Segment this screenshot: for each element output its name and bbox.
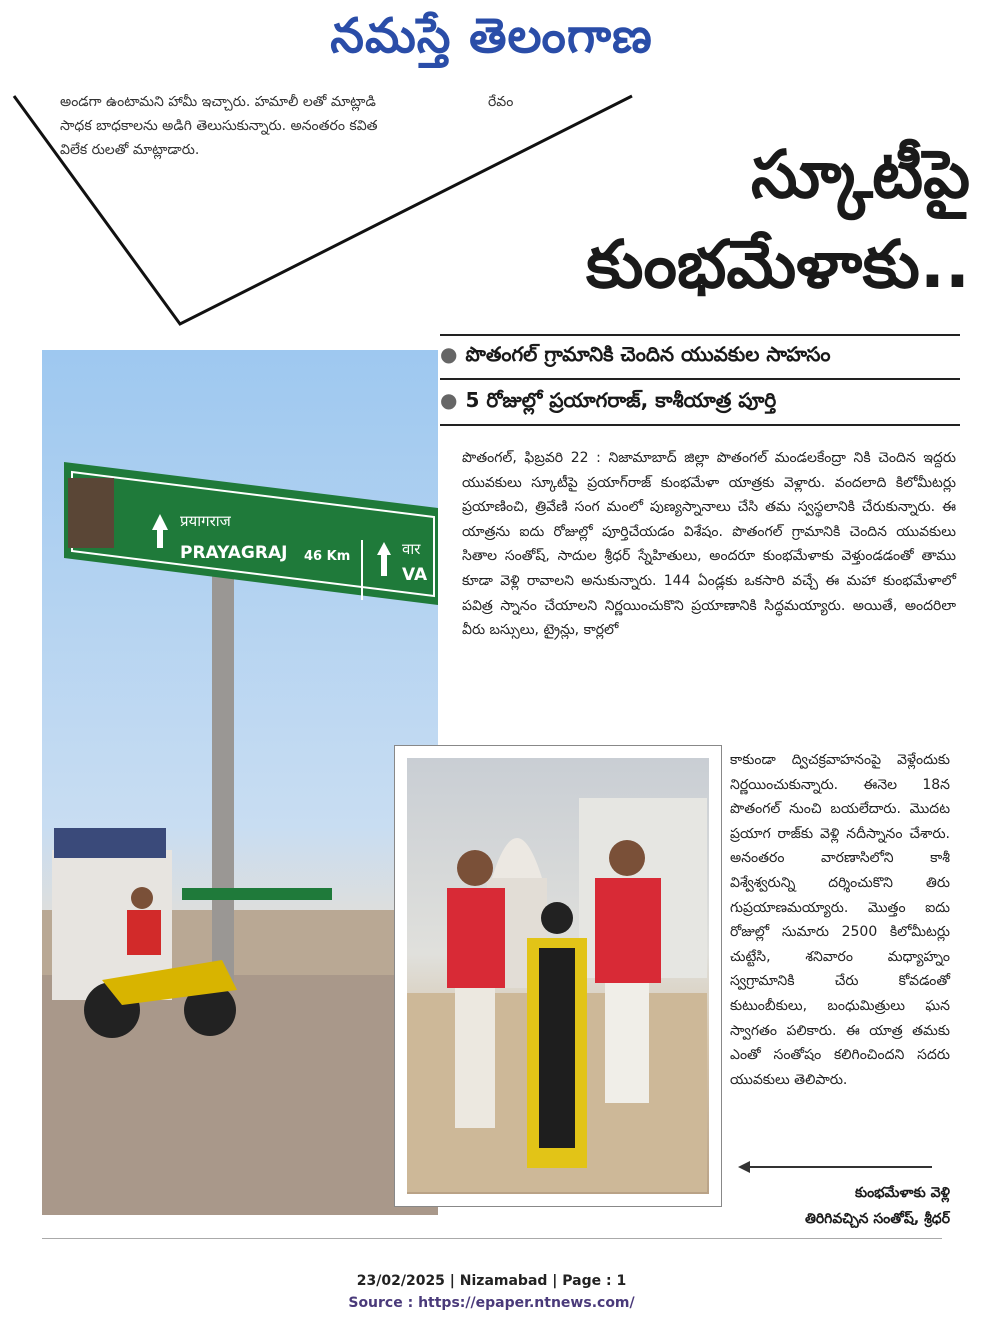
bullet-icon: ●: [440, 388, 458, 412]
deck-rule-bottom: [440, 424, 960, 426]
deck-item: [440, 388, 960, 417]
highway-sign-photo: [42, 350, 438, 1215]
bullet-icon: ●: [440, 342, 458, 366]
article-body-part1: పొతంగల్, ఫిబ్రవరి 22 : నిజామాబాద్ జిల్లా పొతంగల్ మండలకేంద్రా నికి చెందిన ఇద్దరు యువకులు స్కూటీపై ప్రయాగ్‌రాజ్ కుంభమేళా యాత్రకు వెళ్లారు. వందలాది కిలోమీటర్లు ప్రయాణించి, త్రివేణి సంగ మంలో పుణ్యస్నానాలు చేసి తమ స్వస్థలానికి చేరుకున్నారు. ఈ యాత్రను ఐదు రోజుల్లో పూర్తిచేయడం విశేషం. పొతంగల్ గ్రామానికి చెందిన యువకులు సితాల సంతోష్, సాదుల శ్రీధర్ స్నేహితులు, అందరూ కుంభమేళాకు వెళ్తుండడంతో తాము కూడా వెళ్లి రావాలని అనుకున్నారు. 144 ఏండ్లకు ఒకసారి వచ్చే ఈ మహా కుంభమేళాలో పవిత్ర స్నానం చేయాలని నిర్ణయించుకొని ప్రయాణానికి సిద్ధమయ్యారు. అయితే, అందరిలా వీరు బస్సులు, ట్రైన్లు, కార్లలో: [462, 450, 956, 639]
previous-article-col1: అండగా ఉంటామని హామీ ఇచ్చారు. హమాలీ లతో మాట్లాడి సాధక బాధకాలను అడిగి తెలుసుకున్నారు. అనంతరం కవిత విలేక రులతో మాట్లాడారు.: [60, 94, 378, 158]
sign-distance-text: 46 Km: [304, 549, 351, 564]
sign-hindi-text: प्रयागराज: [180, 512, 231, 530]
footer-source-link[interactable]: Source : https://epaper.ntnews.com/: [348, 1295, 635, 1311]
previous-article-col2: రేవం: [488, 94, 514, 110]
photo-caption: [730, 1180, 950, 1232]
sign-english-text-2: VA: [402, 565, 428, 585]
riders-photo-inner: [407, 758, 709, 1194]
deck-text: 5 రోజుల్లో ప్రయాగరాజ్, కాశీయాత్ర పూర్తి: [465, 388, 777, 412]
caption-arrow-icon: [738, 1160, 934, 1174]
footer: [0, 1270, 983, 1314]
riders-illustration: [407, 758, 707, 1192]
sign-english-text: PRAYAGRAJ: [180, 543, 288, 563]
deck-text: పొతంగల్ గ్రామానికి చెందిన యువకుల సాహసం: [465, 342, 831, 366]
caption-line2: తిరిగివచ్చిన సంతోష్, శ్రీధర్: [804, 1211, 950, 1227]
headline-line1: స్కూటీపై: [750, 136, 970, 213]
riders-photo: [394, 745, 722, 1207]
caption-line1: కుంభమేళాకు వెళ్లి: [854, 1185, 950, 1201]
headline-line2: కుంభమేళాకు..: [586, 226, 970, 303]
article-body-part2: కాకుండా ద్విచక్రవాహనంపై వెళ్లేందుకు నిర్ణయించుకున్నారు. ఈనెల 18న పొతంగల్ నుంచి బయలేదారు. మొదట ప్రయాగ రాజ్‌కు వెళ్లి నదీస్నానం చేశారు. అనంతరం వారణాసిలోని కాశీ విశ్వేశ్వరున్ని దర్శించుకొని తిరు గుప్రయాణమయ్యారు. మొత్తం ఐదు రోజుల్లో సుమారు 2500 కిలోమీటర్లు చుట్టేసి, శనివారం మధ్యాహ్నం స్వగ్రామానికి చేరు కోవడంతో కుటుంబీకులు, బంధుమిత్రులు ఘన స్వాగతం పలికారు. ఈ యాత్ర తమకు ఎంతో సంతోషం కలిగించిందని సదరు యువకులు తెలిపారు.: [730, 752, 950, 1088]
deck-rule-top: [440, 334, 960, 336]
sign-hindi-text-2: वार: [402, 540, 421, 558]
masthead: నమస్తే తెలంగాణ: [330, 8, 653, 64]
bottom-rule: [42, 1238, 942, 1239]
deck-rule-middle: [440, 378, 960, 380]
headline: [390, 130, 970, 310]
footer-date-edition: 23/02/2025 | Nizamabad | Page : 1: [356, 1273, 627, 1289]
deck-item: [440, 342, 960, 371]
highway-sign-illustration: [42, 350, 438, 1215]
